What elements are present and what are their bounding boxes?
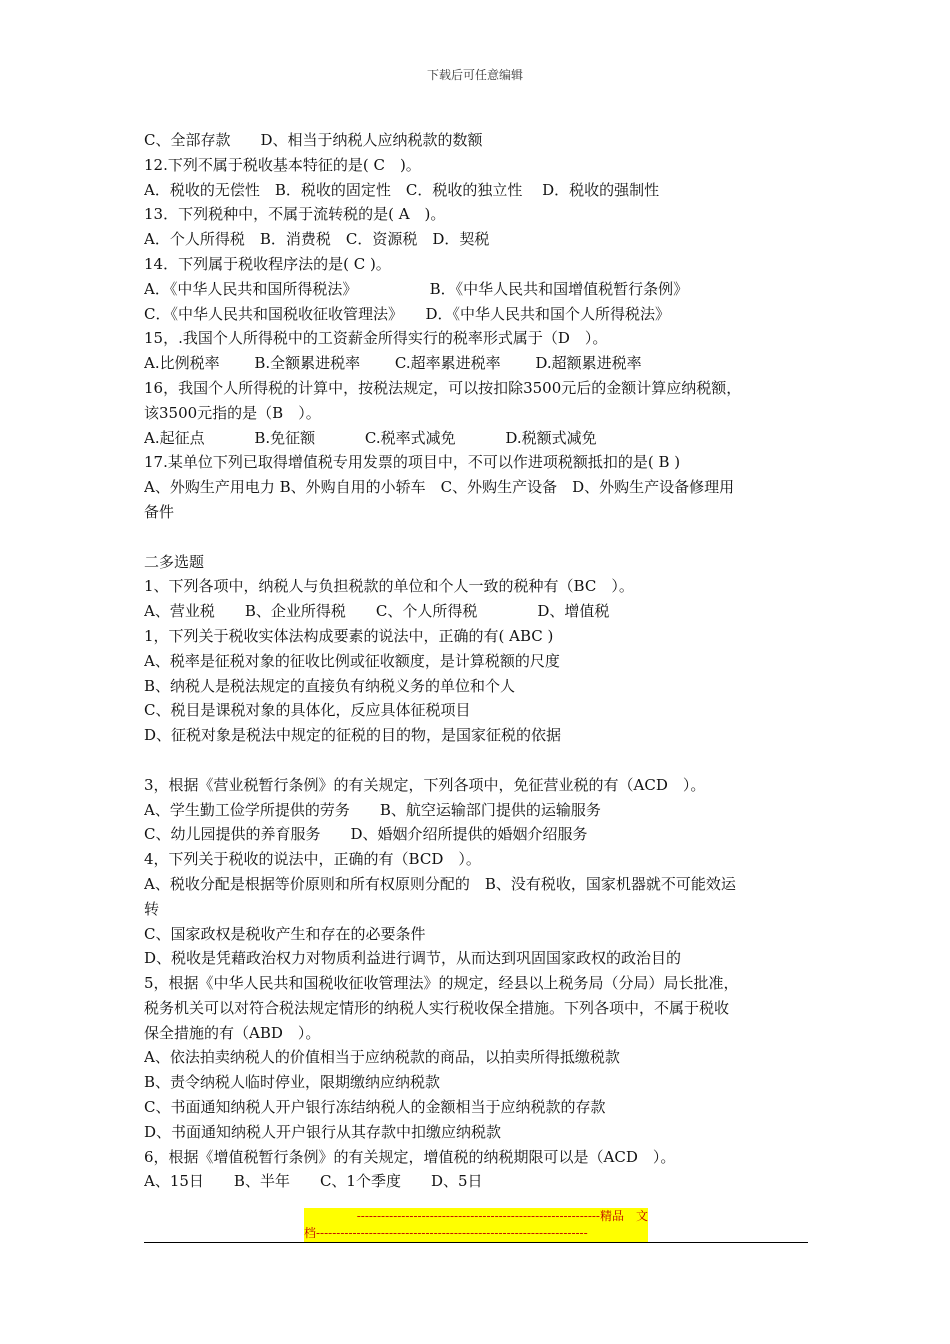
text-line: A．税收的无偿性 B．税收的固定性 C．税收的独立性 D．税收的强制性 [144,180,660,199]
text-line: D、税收是凭藉政治权力对物质利益进行调节，从而达到巩固国家政权的政治目的 [144,949,682,968]
text-line: 14．下列属于税收程序法的是( C )。 [144,254,391,273]
text-line: C、书面通知纳税人开户银行冻结纳税人的金额相当于应纳税款的存款 [144,1098,606,1117]
text-line: 3，根据《营业税暂行条例》的有关规定，下列各项中，免征营业税的有（ACD ）。 [144,775,706,794]
document-body [144,128,808,1194]
text-line: D、征税对象是税法中规定的征税的目的物，是国家征税的依据 [144,726,562,745]
text-line: 税务机关可以对符合税法规定情形的纳税人实行税收保全措施。下列各项中，不属于税收 [144,998,730,1017]
page-footer [304,1208,648,1242]
text-line: 二多选题 [144,552,205,571]
text-line: 12.下列不属于税收基本特征的是( C )。 [144,155,421,174]
text-line: A.比例税率 B.全额累进税率 C.超率累进税率 D.超额累进税率 [144,354,642,373]
text-line: 1、下列各项中，纳税人与负担税款的单位和个人一致的税种有（BC ）。 [144,577,634,596]
page-header: 下载后可任意编辑 [426,68,523,82]
text-line: 4，下列关于税收的说法中，正确的有（BCD ）。 [144,850,481,869]
text-line: C、全部存款 D、相当于纳税人应纳税款的数额 [144,131,483,149]
text-line: 转 [144,899,160,918]
text-line: 5，根据《中华人民共和国税收征收管理法》的规定，经县以上税务局（分局）局长批准， [144,974,739,993]
text-line: A、营业税 B、企业所得税 C、个人所得税 D、增值税 [144,602,610,621]
text-line: 1，下列关于税收实体法构成要素的说法中，正确的有( ABC ) [144,626,554,645]
text-line [144,525,808,550]
text-line: A、15日 B、半年 C、1个季度 D、5日 [144,1172,483,1191]
text-line: A．《中华人民共和国所得税法》 B．《中华人民共和国增值税暂行条例》 [144,279,689,298]
text-line: 15，.我国个人所得税中的工资薪金所得实行的税率形式属于（D ）。 [144,329,608,348]
text-line: B、责令纳税人临时停业，限期缴纳应纳税款 [144,1073,441,1092]
text-line: A、税收分配是根据等价原则和所有权原则分配的 B、没有税收，国家机器就不可能效运 [144,874,736,893]
text-line: A.起征点 B.免征额 C.税率式减免 D.税额式减免 [144,428,597,447]
text-line: 6，根据《增值税暂行条例》的有关规定，增值税的纳税期限可以是（ACD ）。 [144,1147,676,1166]
text-line: A、学生勤工俭学所提供的劳务 B、航空运输部门提供的运输服务 [144,800,601,819]
text-line: 17.某单位下列已取得增值税专用发票的项目中，不可以作进项税额抵扣的是( B ) [144,453,681,472]
text-line: A．个人所得税 B．消费税 C．资源税 D．契税 [144,230,490,249]
text-line: C、幼儿园提供的养育服务 D、婚姻介绍所提供的婚姻介绍服务 [144,825,588,844]
text-line: 该3500元指的是（B ）。 [144,403,321,422]
text-line: 13．下列税种中，不属于流转税的是( A )。 [144,205,446,224]
text-line: A、依法拍卖纳税人的价值相当于应纳税款的商品，以拍卖所得抵缴税款 [144,1048,620,1067]
text-line: 保全措施的有（ABD ）。 [144,1023,321,1042]
text-line [144,748,808,773]
text-line: C、国家政权是税收产生和存在的必要条件 [144,924,426,943]
text-line: C、税目是课税对象的具体化，反应具体征税项目 [144,701,471,720]
text-line: D、书面通知纳税人开户银行从其存款中扣缴应纳税款 [144,1122,502,1141]
text-line: B、纳税人是税法规定的直接负有纳税义务的单位和个人 [144,676,516,695]
text-line: C．《中华人民共和国税收征收管理法》 D．《中华人民共和国个人所得税法》 [144,304,671,323]
text-line: A、外购生产用电力 B、外购自用的小轿车 C、外购生产设备 D、外购生产设备修理用 [144,478,735,497]
footer-line-2: 档------------------------------------------------------------------- [304,1226,588,1240]
text-line: 备件 [144,502,175,521]
footer-line-1: ------------------------------------------------------------精品 文 [356,1209,648,1223]
footer-rule [144,1242,808,1243]
text-line: A、税率是征税对象的征收比例或征收额度，是计算税额的尺度 [144,651,560,670]
text-line: 16，我国个人所得税的计算中，按税法规定，可以按扣除3500元后的金额计算应纳税额， [144,378,742,397]
